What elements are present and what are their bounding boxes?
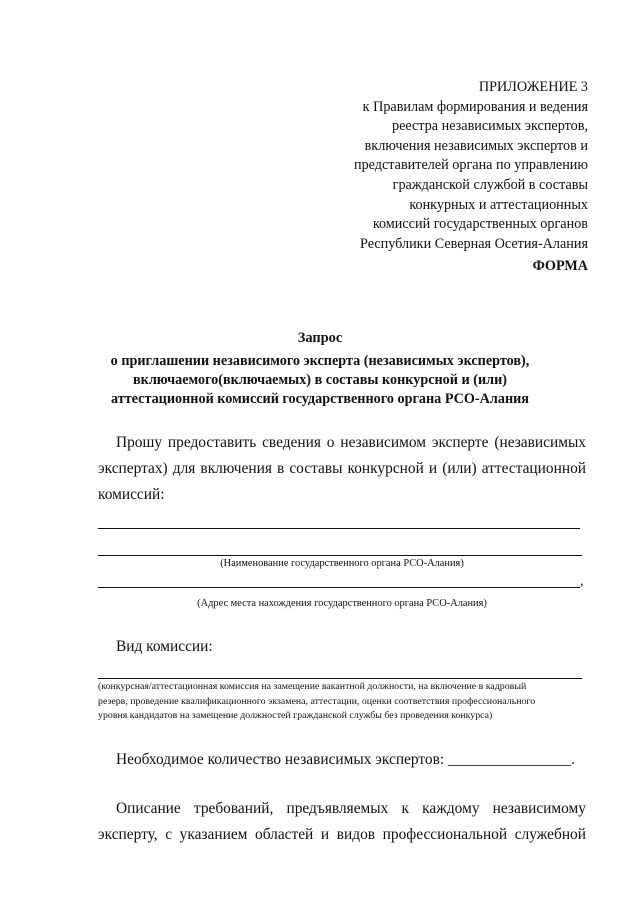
commission-type-note [98,680,588,724]
appendix-line: представителей органа по управлению [353,157,588,174]
commission-type-line [98,678,582,679]
document-title: Запрос [297,330,343,346]
fill-in-line [98,528,580,529]
subtitle-line: аттестационной комиссий государственного органа РСО-Алания [111,391,529,407]
organ-name-line [98,555,582,556]
line-end-comma: , [580,574,584,589]
appendix-title: ПРИЛОЖЕНИЕ 3 [478,79,588,95]
paragraph-line: комиссий: [98,486,165,503]
appendix-header [288,78,588,254]
paragraph-line: эксперту, с указанием областей и видов профессиональной служебной [98,826,586,843]
experts-count-end: . [571,751,575,768]
appendix-line: Республики Северная Осетия-Алания [359,235,588,252]
paragraph-line: Прошу предоставить сведения о независимом эксперте (независимых [116,434,586,451]
form-label: ФОРМА [532,258,588,274]
appendix-line: включения независимых экспертов и [364,137,588,154]
note-line: резерв, проведение квалификационного экзамена, аттестации, оценки соответствия профессионального [98,695,536,707]
subtitle-line: о приглашении независимого эксперта (независимых экспертов), [110,353,530,369]
document-subtitle [80,352,560,409]
experts-count-blank[interactable]: ________________ [448,751,572,768]
appendix-line: к Правилам формирования и ведения [362,98,588,115]
experts-count-row [116,751,575,769]
appendix-line: конкурных и аттестационных [409,196,588,213]
appendix-line: комиссий государственных органов [372,216,588,233]
appendix-line: гражданской службой в составы [392,176,588,193]
subtitle-line: включаемого(включаемых) в составы конкурсной и (или) [133,372,507,388]
appendix-line: реестра независимых экспертов, [391,118,588,135]
experts-count-label: Необходимое количество независимых экспертов: [116,751,445,768]
organ-address-line [98,587,580,588]
paragraph-line: Описание требований, предъявляемых к каждому независимому [116,800,586,817]
organ-address-caption: (Адрес места нахождения государственного органа РСО-Алания) [197,598,487,609]
description-paragraph [98,796,586,848]
paragraph-line: экспертах) для включения в составы конкурсной и (или) аттестационной [98,460,586,477]
commission-type-label: Вид комиссии: [116,638,213,655]
note-line: уровня кандидатов на замещение должностей гражданской службы без проведения конкурса) [98,710,493,721]
organ-name-caption: (Наименование государственного органа РСО-Алания) [220,558,464,569]
note-line: (конкурсная/аттестационная комиссия на замещение вакантной должности, на включение в кадровый [98,681,527,692]
request-paragraph [98,430,586,508]
